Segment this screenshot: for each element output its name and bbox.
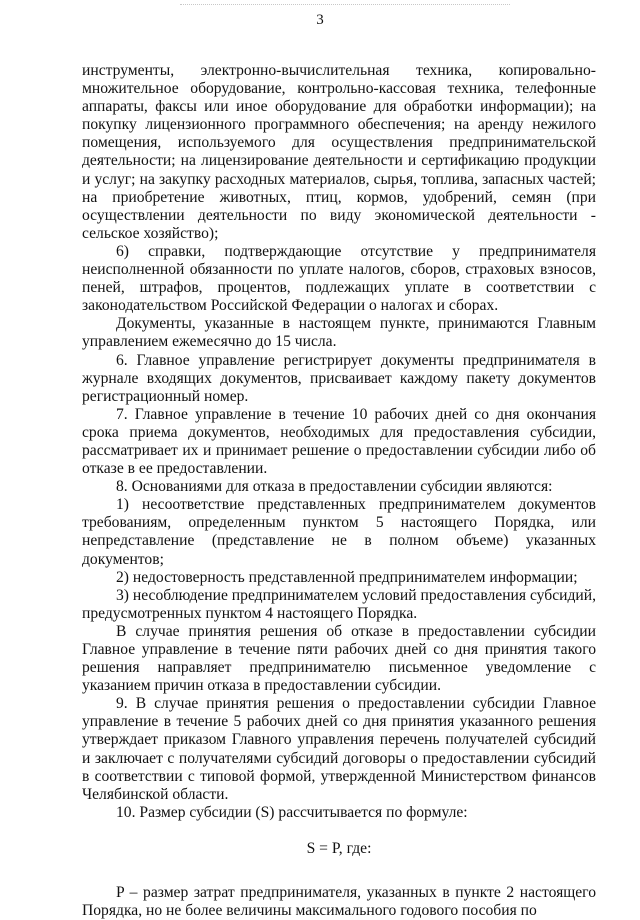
paragraph-refusal-reason-2: 2) недостоверность представленной предпринимателем информации; xyxy=(116,568,578,586)
subsidy-formula: S = P, где: xyxy=(306,839,372,857)
paragraph-refusal-reason-3: 3) несоблюдение предпринимателем условий предоставления субсидий, предусмотренных пунктом 4 настоящего Порядка. xyxy=(82,586,596,622)
document-body xyxy=(82,62,596,920)
page-number: 3 xyxy=(316,12,324,28)
paragraph-continuation: инструменты, электронно-вычислительная техника, копировально-множительное оборудование, контрольно-кассовая техника, телефонные аппараты, факсы или иное оборудование для обработки информации); на покупку лицензионного программного обеспечения; на аренду нежилого помещения, используемого для осуществления предпринимательской деятельности; на лицензирование деятельности и сертификацию продукции и услуг; на закупку расходных материалов, сырья, топлива, запасных частей; на приобретение животных, птиц, кормов, удобрений, семян (при осуществлении деятельности по виду экономической деятельности - сельское хозяйство); xyxy=(82,62,596,242)
paragraph-clause-7: 7. Главное управление в течение 10 рабочих дней со дня окончания срока приема документов, необходимых для предоставления субсидии, рассматривает их и принимает решение о предоставлении субсидии либо об отказе в ее предоставлении. xyxy=(82,405,596,478)
paragraph-formula-definition: P – размер затрат предпринимателя, указанных в пункте 2 настоящего Порядка, но не более величины максимального годового пособия по xyxy=(82,884,596,920)
paragraph-clause-8: 8. Основаниями для отказа в предоставлении субсидии являются: xyxy=(116,478,553,496)
paragraph-refusal-notice: В случае принятия решения об отказе в предоставлении субсидии Главное управление в течение пяти рабочих дней со дня принятия такого решения направляет предпринимателю письменное уведомление с указанием причин отказа в предоставлении субсидии. xyxy=(82,622,596,695)
paragraph-item-6: 6) справки, подтверждающие отсутствие у предпринимателя неисполненной обязанности по уплате налогов, сборов, страховых взносов, пеней, штрафов, процентов, подлежащих уплате в соответствии с законодательством Российской Федерации о налогах и сборах. xyxy=(82,242,596,315)
paragraph-clause-10: 10. Размер субсидии (S) рассчитывается по формуле: xyxy=(116,803,468,821)
paragraph-refusal-reason-1: 1) несоответствие представленных предпринимателем документов требованиям, определенным пунктом 5 настоящего Порядка, или непредставление (представление не в полном объеме) указанных документов; xyxy=(82,496,596,568)
paragraph-clause-9: 9. В случае принятия решения о предоставлении субсидии Главное управление в течение 5 рабочих дней со дня принятия указанного решения утверждает приказом Главного управления перечень получателей субсидий и заключает с получателями субсидий договоры о предоставлении субсидий в соответствии с типовой формой, утвержденной Министерством финансов Челябинской области. xyxy=(82,695,596,803)
paragraph-clause-6: 6. Главное управление регистрирует документы предпринимателя в журнале входящих документов, присваивает каждому пакету документов регистрационный номер. xyxy=(82,351,596,405)
scan-artifact xyxy=(180,4,510,8)
paragraph-documents-deadline: Документы, указанные в настоящем пункте, принимаются Главным управлением ежемесячно до 15 числа. xyxy=(82,315,596,351)
